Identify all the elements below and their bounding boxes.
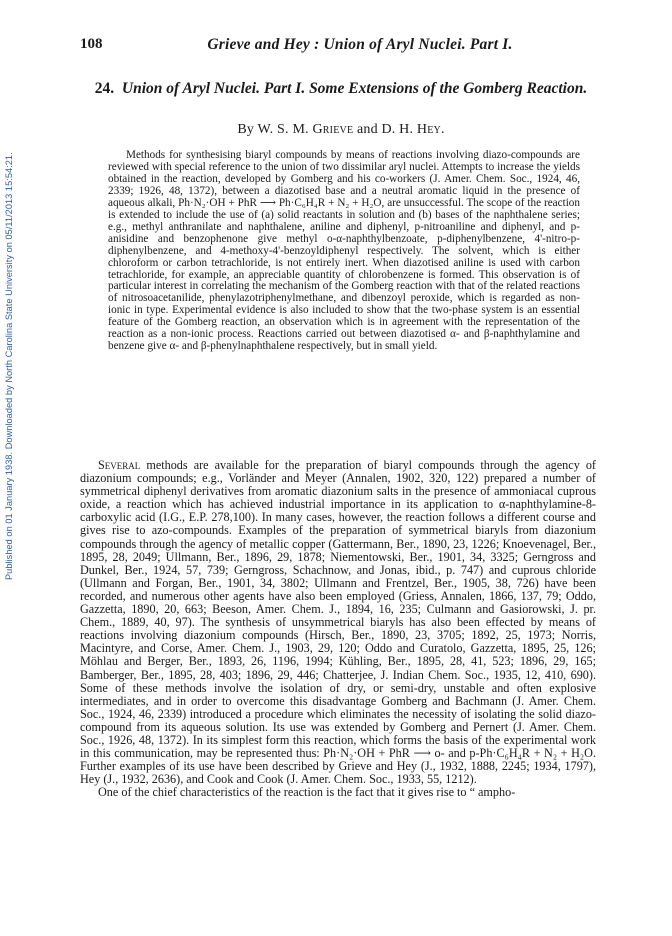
body-paragraph-2: One of the chief characteristics of the reaction is the fact that it gives rise to “ ampho- xyxy=(98,785,516,800)
article-title xyxy=(90,79,592,98)
opening-word: Several xyxy=(98,458,141,472)
author-prefix: By W. S. M. xyxy=(237,122,309,137)
body-paragraph-1-text: methods are available for the preparation of biaryl compounds through the agency of diazonium compounds; e.g., Vorländer and Meyer (Annalen, 1902, 320, 122) prepared a number of symmetrical diphenyl derivatives from aromatic diazonium salts in the presence of ammoniacal cuprous oxide, a reaction which has achieved industrial importance in its application to α-naphthylamine-8-carboxylic acid (I.G., E.P. 278,100). In many cases, however, the reaction follows a different course and gives rise to azo-compounds. Examples of the preparation of symmetrical biaryls from diazonium compounds through the agency of metallic copper (Gattermann, Ber., 1890, 23, 1226; Knoevenagel, Ber., 1895, 28, 2049; Ullmann, Ber., 1896, 29, 1878; Niementowski, Ber., 1901, 34, 3325; Gerngross and Dunkel, Ber., 1924, 57, 739; Gerngross, Schachnow, and Jonas, ibid., p. 747) and cuprous chloride (Ullmann and Forgan, Ber., 1901, 34, 3802; Ullmann and Frentzel, Ber., 1905, 38, 726) have been recorded, and numerous other agents have also been employed (Griess, Annalen, 1866, 137, 79; Oddo, Gazzetta, 1890, 20, 663; Beeson, Amer. Chem. J., 1894, 16, 235; Culmann and Gasiorowski, J. pr. Chem., 1889, 40, 97). The synthesis of unsymmetrical biaryls has also been effected by means of reactions involving diazonium compounds (Hirsch, Ber., 1890, 23, 3705; 1892, 25, 1973; Norris, Macintyre, and Corse, Amer. Chem. J., 1903, 29, 120; Oddo and Curatolo, Gazzetta, 1895, 25, 126; Möhlau and Berger, Ber., 1893, 26, 1196, 1994; Kühling, Ber., 1895, 28, 41, 523; 1896, 29, 165; Bamberger, Ber., 1895, 28, 403; 1896, 29, 446; Chatterjee, J. Indian Chem. Soc., 1935, 12, 410, 690). Some of these methods involve the isolation of dry, or semi-dry, unstable and often explosive intermediates, and in order to overcome this disadvantage Gomberg and Bachmann (J. Amer. Chem. Soc., 1924, 46, 2339) introduced a procedure which eliminates the necessity of isolating the solid diazo-compound from its aqueous solution. Its use was extended by Gomberg and Pernert (J. Amer. Chem. Soc., 1926, 48, 1372). In its simplest form this reaction, which forms the basis of the experimental work in this communication, may be represented thus: Ph·N₂·OH + PhR ⟶ o- and p-Ph·C₆H₄R + N₂ + H₂O. Further examples of its use have been described by Grieve and Hey (J., 1932, 1888, 2245; 1934, 1797), Hey (J., 1932, 2636), and Cook and Cook (J. Amer. Chem. Soc., 1933, 55, 1212). xyxy=(80,458,596,787)
page-number: 108 xyxy=(80,36,103,52)
author-grieve: Grieve xyxy=(312,122,354,137)
author-line xyxy=(90,122,592,138)
download-margin-note: Published on 01 January 1938. Downloaded by North Carolina State University on 05/11/2013 15:54:21. xyxy=(4,152,14,580)
article-number: 24. xyxy=(94,80,115,97)
abstract xyxy=(108,150,580,353)
author-joiner: and D. H. xyxy=(356,122,414,137)
body-paragraph-1 xyxy=(80,459,596,786)
running-head: Grieve and Hey : Union of Aryl Nuclei. Part I. xyxy=(207,36,513,53)
author-hey: Hey. xyxy=(416,122,445,137)
abstract-text: Methods for synthesising biaryl compounds by means of reactions involving diazo-compounds are reviewed with special reference to the union of two dissimilar aryl nuclei. Attempts to increase the yields obtained in the reaction, developed by Gomberg and his co-workers (J. Amer. Chem. Soc., 1924, 46, 2339; 1926, 48, 1372), between a diazotised base and a neutral aromatic liquid in the presence of aqueous alkali, Ph·N₂·OH + PhR ⟶ Ph·C₆H₄R + N₂ + H₂O, are unsuccessful. The scope of the reaction is extended to include the use of (a) solid reactants in solution and (b) bases of the naphthalene series; e.g., methyl anthranilate and naphthalene, aniline and diphenyl, p-nitroaniline and diphenyl, and p-anisidine and benzophenone give methyl o-α-naphthylbenzoate, p-diphenylbenzene, 4'-nitro-p-diphenylbenzene, and 4-methoxy-4'-benzoyldiphenyl respectively. The solvent, which is either chloroform or carbon tetrachloride, is not entirely inert. When diazotised aniline is used with carbon tetrachloride, for example, an appreciable quantity of chlorobenzene is formed. This observation is of particular interest in correlating the mechanism of the Gomberg reaction with that of the related reactions of nitrosoacetanilide, phenylazotriphenylmethane, and dibenzoyl peroxide, which is regarded as non-ionic in type. Experimental evidence is also included to show that the two-phase system is an essential feature of the Gomberg reaction, an observation which is in agreement with the representation of the reaction as a non-ionic process. Reactions carried out between diazotised α- and β-naphthylamine and benzene give α- and β-phenylnaphthalene respectively, but in small yield. xyxy=(108,149,580,353)
article-body xyxy=(80,459,596,799)
article-title-text: Union of Aryl Nuclei. Part I. Some Extensions of the Gomberg Reaction. xyxy=(121,80,588,97)
